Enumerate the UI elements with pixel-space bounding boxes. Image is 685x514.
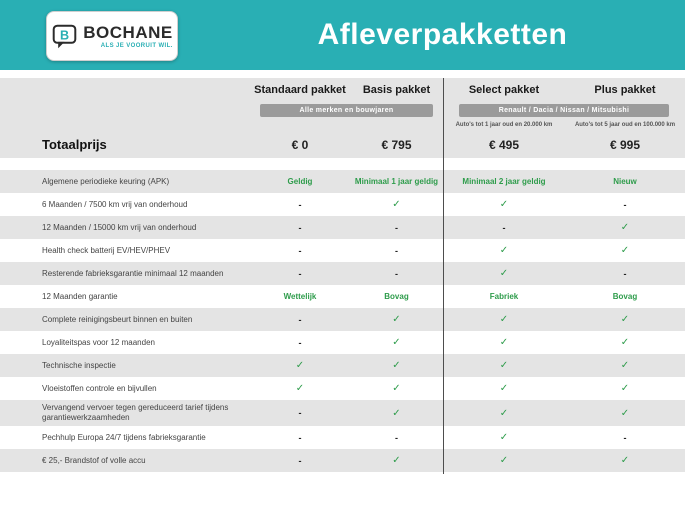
row-cell: Geldig — [287, 177, 313, 186]
row-cell: Nieuw — [613, 177, 637, 186]
row-cell: ✓ — [499, 245, 509, 256]
row-cell: - — [298, 432, 302, 443]
table-row — [0, 308, 685, 331]
row-cell: ✓ — [499, 432, 509, 443]
table-row — [0, 216, 685, 239]
column-header-basis: Basis pakket — [362, 84, 431, 96]
row-cell: Fabriek — [489, 292, 519, 301]
row-cell: ✓ — [295, 360, 305, 371]
row-cell: - — [298, 245, 302, 256]
row-cell: - — [298, 199, 302, 210]
spacer — [0, 70, 685, 78]
table-row — [0, 285, 685, 308]
total-price-row — [0, 131, 685, 158]
row-cell: ✓ — [620, 245, 630, 256]
table-row — [0, 449, 685, 472]
row-cell: ✓ — [499, 337, 509, 348]
row-cell: ✓ — [392, 383, 401, 394]
header-bar — [0, 0, 685, 70]
row-cell: ✓ — [620, 455, 630, 466]
row-cell: - — [298, 337, 302, 348]
page-title: Afleverpakketten — [317, 18, 568, 51]
row-cell: ✓ — [499, 199, 509, 210]
row-cell: - — [623, 268, 627, 279]
group-badge-renault-dacia-nissan-mitsubishi: Renault / Dacia / Nissan / Mitsubishi — [459, 104, 669, 117]
column-header-standaard: Standaard pakket — [254, 84, 346, 96]
row-label: Complete reinigingsbeurt binnen en buiten — [42, 314, 193, 324]
total-price-plus: € 995 — [609, 137, 641, 152]
row-label: Vervangend vervoer tegen gereduceerd tarief tijdens garantiewerkzaamheden — [42, 403, 229, 422]
group-badge-alle-merken: Alle merken en bouwjaren — [260, 104, 433, 117]
table-row — [0, 193, 685, 216]
row-cell: Minimaal 1 jaar geldig — [354, 177, 439, 186]
table-row — [0, 331, 685, 354]
table-header — [0, 78, 685, 158]
row-cell: - — [298, 314, 302, 325]
row-cell: - — [395, 268, 398, 279]
row-cell: ✓ — [499, 455, 509, 466]
row-cell: Wettelijk — [283, 292, 317, 301]
package-group-divider — [443, 78, 444, 474]
row-cell: Bovag — [612, 292, 638, 301]
row-cell: Bovag — [384, 292, 409, 301]
row-label: Health check batterij EV/HEV/PHEV — [42, 245, 171, 255]
row-cell: ✓ — [392, 455, 401, 466]
table-row — [0, 426, 685, 449]
row-cell: - — [623, 432, 627, 443]
bochane-speech-bubble-icon — [51, 23, 78, 50]
row-cell: Minimaal 2 jaar geldig — [462, 177, 546, 186]
table-row — [0, 354, 685, 377]
row-cell: ✓ — [392, 360, 401, 371]
row-label: Pechhulp Europa 24/7 tijdens fabrieksgarantie — [42, 432, 206, 442]
table-row — [0, 239, 685, 262]
feature-rows — [0, 170, 685, 472]
row-cell: ✓ — [499, 383, 509, 394]
row-cell: ✓ — [620, 222, 630, 233]
row-cell: - — [298, 408, 302, 418]
row-cell: - — [395, 432, 398, 443]
row-cell: ✓ — [620, 383, 630, 394]
row-cell: ✓ — [392, 337, 401, 348]
row-label: 6 Maanden / 7500 km vrij van onderhoud — [42, 199, 188, 209]
column-subtitle-select: Auto's tot 1 jaar oud en 20.000 km — [455, 121, 553, 128]
row-cell: - — [395, 222, 398, 233]
group-badges-row — [0, 102, 685, 118]
table-row — [0, 377, 685, 400]
row-label: Loyaliteitspas voor 12 maanden — [42, 337, 155, 347]
row-label: 12 Maanden garantie — [42, 291, 118, 301]
bochane-logo — [46, 11, 178, 61]
row-label: Vloeistoffen controle en bijvullen — [42, 383, 157, 393]
row-cell: ✓ — [392, 199, 401, 210]
row-label: 12 Maanden / 15000 km vrij van onderhoud — [42, 222, 197, 232]
total-price-select: € 495 — [488, 137, 520, 152]
table-row — [0, 262, 685, 285]
row-cell: ✓ — [620, 337, 630, 348]
row-cell: - — [298, 268, 302, 279]
row-cell: ✓ — [295, 383, 305, 394]
table-row — [0, 400, 685, 426]
row-label: € 25,- Brandstof of volle accu — [42, 455, 146, 465]
row-cell: - — [623, 199, 627, 210]
row-cell: - — [395, 245, 398, 256]
row-cell: - — [502, 222, 506, 233]
column-subtitle-plus: Auto's tot 5 jaar oud en 100.000 km — [574, 121, 676, 128]
row-cell: ✓ — [392, 407, 401, 419]
row-cell: ✓ — [620, 360, 630, 371]
column-headers-row — [0, 78, 685, 102]
logo-name: BOCHANE — [83, 22, 173, 42]
row-cell: ✓ — [499, 407, 509, 419]
column-subtitles-row — [0, 118, 685, 131]
svg-text:B: B — [60, 28, 70, 43]
row-cell: ✓ — [620, 314, 630, 325]
total-price-label: Totaalprijs — [42, 137, 107, 152]
row-cell: - — [298, 455, 302, 466]
row-cell: ✓ — [499, 360, 509, 371]
row-label: Technische inspectie — [42, 360, 116, 370]
row-cell: ✓ — [392, 314, 401, 325]
row-cell: - — [298, 222, 302, 233]
row-label: Algemene periodieke keuring (APK) — [42, 176, 170, 186]
row-cell: ✓ — [499, 314, 509, 325]
row-label: Resterende fabrieksgarantie minimaal 12 maanden — [42, 268, 224, 278]
row-cell: ✓ — [499, 268, 509, 279]
spacer — [0, 158, 685, 170]
total-price-basis: € 795 — [381, 137, 412, 152]
column-header-plus: Plus pakket — [594, 84, 656, 96]
table-row — [0, 170, 685, 193]
row-cell: ✓ — [620, 407, 630, 419]
logo-tagline: ALS JE VOORUIT WIL. — [100, 42, 173, 49]
column-header-select: Select pakket — [468, 84, 540, 96]
total-price-standaard: € 0 — [291, 137, 309, 152]
